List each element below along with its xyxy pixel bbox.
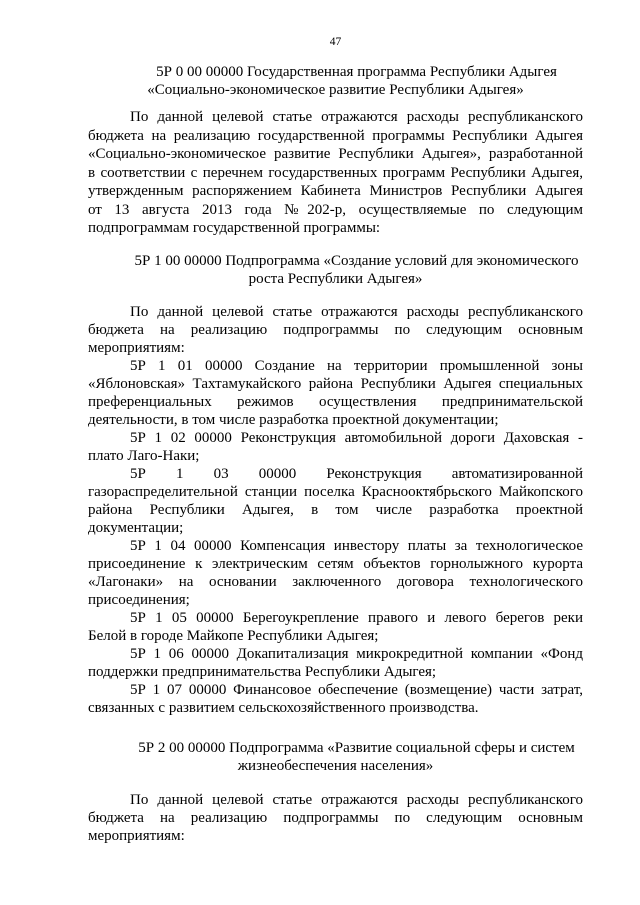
heading-line: жизнеобеспечения населения» [237, 758, 434, 774]
item-line: «Яблоновская» Тахтамукайского района Республики Адыгея специальных [88, 376, 583, 392]
item-line: поддержки предпринимательства Республики Адыгея; [88, 664, 437, 680]
list-item [88, 357, 583, 429]
paragraph-line: мероприятиям: [88, 340, 185, 356]
item-line: 5Р 1 03 00000 Реконструкция автоматизированной [130, 466, 583, 482]
paragraph-line: утвержденным распоряжением Кабинета Министров Республики Адыгея [88, 183, 583, 199]
item-line: Белой в городе Майкопе Республики Адыгея; [88, 628, 379, 644]
item-line: газораспределительной станции поселка Краснооктябрьского Майкопского [88, 484, 583, 500]
subprogram1-intro-paragraph [88, 303, 583, 357]
list-item [88, 681, 583, 717]
page-number: 47 [329, 36, 342, 48]
heading-line: 5Р 2 00 00000 Подпрограмма «Развитие социальной сферы и систем [138, 740, 575, 756]
program-heading [88, 63, 583, 99]
list-item [88, 465, 583, 537]
list-item [88, 645, 583, 681]
paragraph-line: от 13 августа 2013 года №202-р, осуществляемые по следующим [88, 201, 583, 218]
paragraph-line: По данной целевой статье отражаются расходы республиканского [130, 304, 583, 320]
paragraph-line: мероприятиям: [88, 828, 185, 844]
subprogram1-body [88, 303, 583, 717]
paragraph-line: «Социально-экономическое развитие Республики Адыгея», разработанной [88, 146, 583, 162]
item-line: преференциальных режимов осуществления предпринимательской [88, 394, 583, 410]
item-line: документации; [88, 520, 184, 536]
item-line: района Республики Адыгея, в том числе разработка проектной [88, 502, 583, 518]
paragraph-line: По данной целевой статье отражаются расходы республиканского [130, 792, 583, 808]
item-line: 5Р 1 05 00000 Берегоукрепление правого и левого берегов реки [130, 610, 583, 626]
heading-line: роста Республики Адыгея» [248, 271, 423, 287]
subprogram2-intro-paragraph [88, 791, 583, 845]
list-item [88, 429, 583, 465]
list-item [88, 537, 583, 609]
program-intro-paragraph [88, 108, 583, 238]
subprogram1-heading [88, 252, 583, 288]
item-line: 5Р 1 02 00000 Реконструкция автомобильной дороги Даховская - [130, 430, 583, 446]
item-line: 5Р 1 01 00000 Создание на территории промышленной зоны [130, 358, 583, 374]
heading-line: «Социально-экономическое развитие Республики Адыгея» [147, 82, 524, 98]
paragraph-line: бюджета на реализацию подпрограммы по следующим основным [88, 810, 583, 826]
item-line: деятельности, в том числе разработка проектной документации; [88, 412, 499, 428]
paragraph-line: бюджета на реализацию подпрограммы по следующим основным [88, 322, 583, 338]
item-line: плато Лаго-Наки; [88, 448, 200, 464]
item-line: 5Р 1 06 00000 Докапитализация микрокредитной компании «Фонд [130, 646, 583, 662]
item-line: 5Р 1 04 00000 Компенсация инвестору платы за технологическое [130, 538, 583, 554]
subprogram2-heading [88, 739, 583, 775]
paragraph-line: По данной целевой статье отражаются расходы республиканского [130, 109, 583, 125]
list-item [88, 609, 583, 645]
item-line: присоединения; [88, 592, 190, 608]
item-line: связанных с развитием сельскохозяйственного производства. [88, 700, 479, 716]
item-line: «Лагонаки» на основании заключенного договора технологического [88, 574, 583, 590]
paragraph-line: подпрограммам государственной программы: [88, 220, 381, 236]
item-line: присоединение к электрическим сетям объектов горнолыжного курорта [88, 556, 583, 572]
paragraph-line: в соответствии с перечнем государственных программ Республики Адыгея, [88, 164, 583, 181]
paragraph-line: бюджета на реализацию государственной программы Республики Адыгея [88, 127, 583, 144]
heading-line: 5Р 1 00 00000 Подпрограмма «Создание условий для экономического [134, 253, 579, 269]
heading-line: 5Р 0 00 00000 Государственная программа Республики Адыгея [156, 64, 557, 80]
item-line: 5Р 1 07 00000 Финансовое обеспечение (возмещение) части затрат, [130, 682, 583, 698]
